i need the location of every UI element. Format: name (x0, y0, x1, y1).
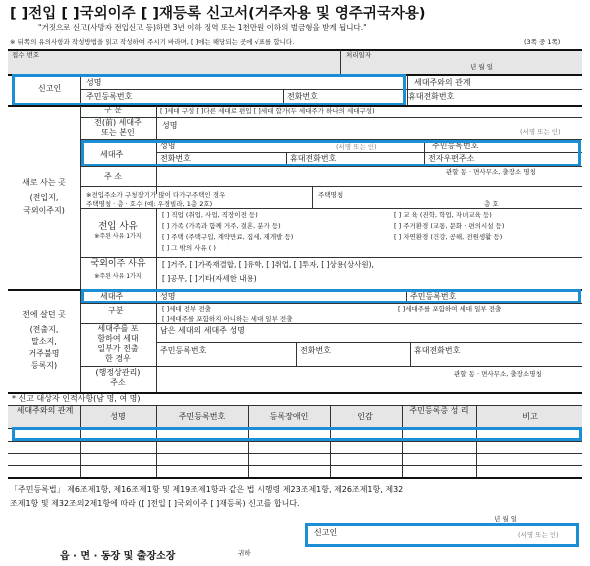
new-address-sub1: (전입지, (29, 193, 59, 202)
rule (80, 186, 582, 187)
prev-address-sub4: 등록지) (30, 361, 58, 370)
form-title: [ ]전입 [ ]국외이주 [ ]재등록 신고서(거주자용 및 영주귀국자용) (10, 6, 426, 22)
instruction-note: ※ 뒤쪽의 유의사항과 작성방법을 읽고 작성하여 주시기 바라며, [ ]에는 해당되는 곳에 √표를 합니다. (10, 38, 295, 46)
reason-environment[interactable]: [ ] 주거환경 (교통, 문화 · 편의시설 등) (394, 222, 505, 230)
prev-mobile-label: 휴대전화번호 (414, 346, 461, 355)
prev-head-label2: 세대주 (100, 292, 124, 301)
dormitory-note-2: 주택명칭 · 층 · 호수 (예: 우경빌라, 1층 2호) (86, 200, 213, 208)
reason-education[interactable]: [ ] 교 육 (진학, 학업, 자녀교육 등) (394, 211, 492, 219)
col-remarks: 비고 (522, 412, 538, 421)
emigrate-label-line1: 국외이주 사유 (90, 259, 146, 269)
prev-address-label (80, 368, 156, 388)
prev-head-label-line1: 전(前) 세대주 (94, 118, 142, 127)
divider (312, 186, 313, 208)
partial-label-line3: 일부가 전출 (97, 344, 139, 353)
legal-text-2: 조제1항 및 제32조의2제1항에 따라 ([ ]전입 [ ]국외이주 [ ]재등록) 신고를 합니다. (10, 499, 300, 508)
reason-nature[interactable]: [ ] 자연환경 (건강, 공해, 전원생활 등) (394, 233, 503, 241)
reporter-rrn-label: 주민등록번호 (86, 92, 133, 101)
reason-label-line1: 전입 사유 (98, 221, 138, 232)
table-row (8, 465, 582, 466)
reason-job[interactable]: [ ] 직업 (취업, 사업, 직장이전 등) (162, 211, 258, 219)
receipt-row-shade (8, 50, 582, 74)
category-label: 구 분 (104, 105, 122, 114)
divider (156, 290, 157, 392)
prev-category-opt3[interactable]: [ ]세대주를 포함하여 세대 일부 전출 (398, 305, 502, 313)
partial-label-line1: 세대주를 포 (97, 324, 139, 333)
prev-head-name-label2: 성명 (160, 292, 176, 301)
rule (80, 366, 582, 367)
prev-head-sign-hint: (서명 또는 인) (520, 128, 561, 136)
processing-date-label: 처리일자 (346, 51, 372, 59)
reporter-label: 신고인 (38, 84, 62, 93)
head-sign-hint: (서명 또는 인) (336, 143, 377, 151)
prev-category-opt2[interactable]: [ ]세대주를 포함하지 아니하는 세대 일부 전출 (162, 315, 293, 323)
prev-address-title: 전에 살던 곳 (22, 310, 66, 319)
prev-address-sub3: 거주불명 (28, 349, 60, 358)
prev-head-name-label: 성명 (162, 121, 178, 130)
col-idcard: 주민등록증 성 리 (409, 406, 469, 415)
prev-address-label-line1: (행정상관리) (95, 368, 141, 377)
partial-label-line2: 함하여 세대 (97, 334, 139, 343)
col-relation: 세대주와의 관계 (16, 406, 74, 415)
reason-other[interactable]: [ ] 그 밖의 사유 ( ) (162, 244, 216, 252)
rule (8, 477, 582, 479)
remaining-head-label: 남은 세대의 세대주 성명 (160, 326, 245, 335)
reason-label-line2: ※주된 사유 1가지 (94, 233, 142, 240)
divider (156, 208, 157, 257)
emigrate-row1[interactable]: [ ]거주, [ ]가족재결합, [ ]유학, [ ]취업, [ ]투자, [ ]상용(상사원), (162, 260, 374, 269)
divider (296, 342, 297, 366)
table-row (8, 453, 582, 454)
prev-address-section-label (8, 310, 80, 371)
floor-unit-label: 층 호 (484, 200, 499, 208)
col-name: 성명 (110, 412, 126, 421)
col-seal: 인감 (357, 412, 373, 421)
rule (80, 303, 582, 304)
rule (8, 405, 582, 406)
col-rrn: 주민등록번호 (178, 412, 226, 421)
emigrate-label (80, 259, 156, 282)
partial-move-label (80, 324, 156, 364)
person-count-line: * 신고 대상자 인적사항(남 명, 여 명) (12, 394, 141, 403)
legal-text-1: 「주민등록법」 제6조제1항, 제16조제1항 및 제19조제1항과 같은 법 시행령 제23조제1항, 제26조제1항, 제32 (10, 485, 404, 494)
reason-col2 (394, 211, 504, 241)
person-row-highlight (12, 427, 582, 441)
head-label: 세대주 (100, 150, 124, 159)
new-address-sub2: 국외이주지) (23, 206, 65, 215)
new-address-title: 새로 사는 곳 (22, 178, 66, 187)
head-rrn-label: 주민등록번호 (432, 141, 479, 150)
reporter-relation-label: 세대주와의 관계 (414, 78, 471, 87)
col-disabled: 등록장애인 (269, 412, 309, 421)
divider (340, 50, 341, 74)
prev-head-label (80, 118, 156, 138)
prev-head-rrn-label: 주민등록번호 (410, 292, 457, 301)
top-rule (8, 49, 582, 51)
reason-housing[interactable]: [ ] 주택 (주택구입, 계약만료, 집세, 재개발 등) (162, 233, 294, 241)
warning-text: "거짓으로 신고(사망자 전입신고 등)하면 3년 이하 징역 또는 1천만원 이하의 벌금형을 받게 됩니다." (38, 23, 367, 32)
prev-address-hint: 관할 동 · 면사무소, 출장소명칭 (454, 370, 542, 378)
address-hint: 관할 동 · 면사무소, 출장소 명칭 (446, 168, 536, 176)
prev-address-label-line2: 주소 (110, 378, 126, 387)
reason-col1 (162, 211, 293, 252)
head-mobile-label: 휴대전화번호 (290, 154, 337, 163)
head-email-label: 전자우편주소 (428, 154, 475, 163)
emigrate-label-line2: ※주된 사유 1가지 (94, 273, 142, 280)
reporter-highlight (12, 74, 406, 106)
prev-address-sub1: (전출지, (29, 325, 59, 334)
prev-head-highlight (81, 289, 581, 304)
divider (410, 342, 411, 366)
emigrate-row2[interactable]: [ ]공무, [ ]기타(자세한 내용) (162, 274, 257, 283)
page-count: (3쪽 중 1쪽) (524, 38, 561, 46)
footer-reporter-label: 신고인 (314, 528, 338, 537)
divider (407, 75, 408, 105)
addressee-suffix: 귀하 (238, 549, 251, 557)
prev-rrn-label: 주민등록번호 (160, 346, 207, 355)
footer-sign-hint: (서명 또는 인) (518, 531, 559, 539)
category-options: [ ]세대 구성 [ ]다른 세대로 편입 [ ]세대 합가(두 세대주가 하나의 세대구성) (160, 107, 375, 115)
rule (80, 166, 582, 167)
head-phone-label: 전화번호 (160, 154, 191, 163)
addressee: 읍 · 면 · 동장 및 출장소장 (60, 551, 176, 562)
dormitory-note-1: ※전입주소가 구청장기가 많이 다가구주택인 경우 (86, 191, 226, 199)
reporter-name-label: 성명 (86, 78, 102, 87)
prev-address-sub2: 말소지, (31, 337, 57, 346)
head-name-label: 성명 (160, 141, 176, 150)
prev-category-label: 구분 (108, 306, 124, 315)
reason-label (80, 222, 156, 242)
reporter-mobile-label: 휴대전화번호 (408, 92, 455, 101)
address-label: 주 소 (104, 172, 122, 181)
divider (156, 257, 157, 289)
new-address-section-label (8, 178, 80, 216)
receipt-number-label: 접수 번호 (12, 51, 40, 59)
prev-head-label-line2: 또는 본인 (101, 128, 135, 137)
rule (156, 342, 582, 343)
prev-category-opt1[interactable]: [ ]세대 전부 전출 (162, 305, 211, 313)
footer-date-units: 년 월 일 (494, 515, 517, 523)
reporter-phone-label: 전화번호 (287, 92, 318, 101)
house-name-label: 주택명칭 (318, 191, 344, 199)
prev-phone-label: 전화번호 (300, 346, 331, 355)
table-row (8, 441, 582, 442)
processing-date-units: 년 월 일 (470, 63, 493, 71)
partial-label-line4: 한 경우 (105, 354, 131, 363)
head-highlight (81, 140, 581, 167)
reason-family[interactable]: [ ] 가족 (가족과 함께 거주, 결혼, 분가 등) (162, 222, 281, 230)
